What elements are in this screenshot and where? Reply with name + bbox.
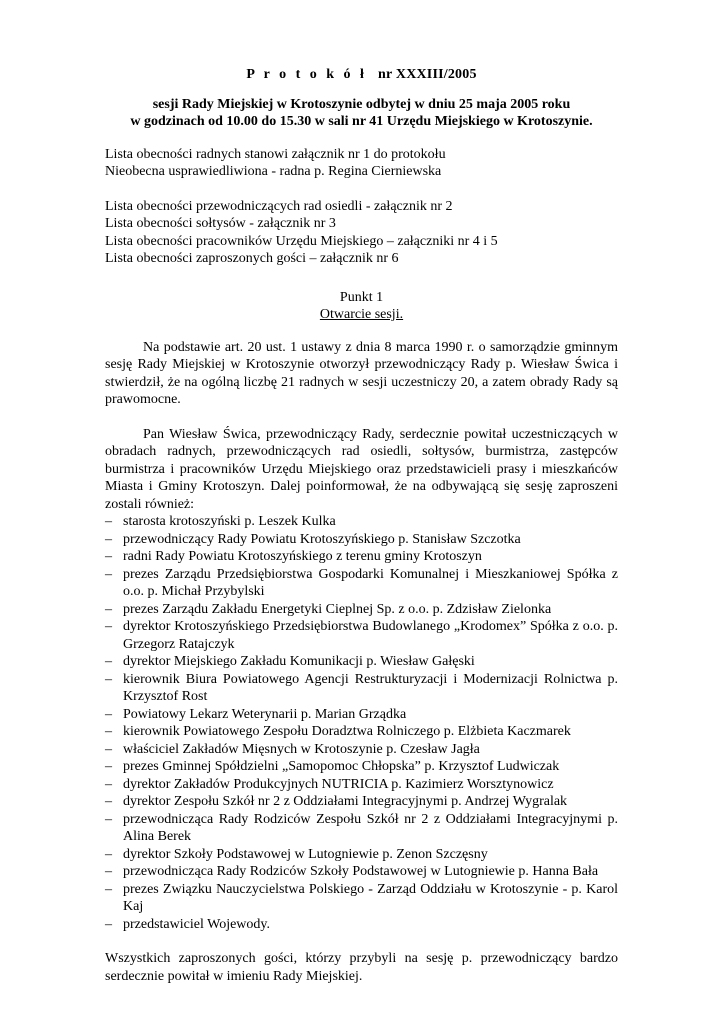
guest-text: prezes Zarządu Przedsiębiorstwa Gospodarki Komunalnej i Mieszkaniowej Spółka z o.o. p. Michał Przybylski [123, 566, 618, 599]
list-item [105, 793, 618, 811]
guest-text: Powiatowy Lekarz Weterynarii p. Marian Grządka [123, 706, 407, 722]
session-subtitle [105, 96, 618, 131]
list-item [105, 566, 618, 601]
dash-bullet: – [105, 846, 112, 862]
guest-text: kierownik Powiatowego Zespołu Doradztwa Rolniczego p. Elżbieta Kaczmarek [123, 724, 571, 739]
list-item [105, 601, 618, 619]
guest-text: prezes Zarządu Zakładu Energetyki Cieplnej Sp. z o.o. p. Zdzisław Zielonka [123, 601, 552, 617]
guest-text: prezes Związku Nauczycielstwa Polskiego - Zarząd Oddziału w Krotoszynie - p. Karol Kaj [123, 881, 618, 914]
guest-text: radni Rady Powiatu Krotoszyńskiego z terenu gminy Krotoszyn [123, 549, 482, 564]
dash-bullet: – [105, 654, 112, 669]
list-item [105, 618, 618, 653]
guest-text: dyrektor Zespołu Szkół nr 2 z Oddziałami Integracyjnymi p. Andrzej Wygralak [123, 794, 568, 809]
point-label: Punkt 1 [339, 289, 384, 305]
guest-text: prezes Gminnej Spółdzielni „Samopomoc Chłopska” p. Krzysztof Ludwiczak [123, 759, 560, 774]
dash-bullet: – [105, 619, 112, 634]
attendance-line: Lista obecności radnych stanowi załącznik nr 1 do protokołu [105, 146, 446, 162]
guest-text: przewodnicząca Rady Rodziców Szkoły Podstawowej w Lutogniewie p. Hanna Bała [123, 864, 599, 879]
list-item [105, 671, 618, 706]
attendance-line: Nieobecna usprawiedliwiona - radna p. Regina Cierniewska [105, 164, 442, 179]
dash-bullet: – [105, 566, 112, 582]
list-item [105, 863, 618, 881]
dash-bullet: – [105, 514, 112, 529]
dash-bullet: – [105, 549, 112, 564]
attendance-line: Lista obecności przewodniczących rad osiedli - załącznik nr 2 [105, 198, 453, 214]
point-heading [105, 289, 618, 324]
guest-text: kierownik Biura Powiatowego Agencji Restrukturyzacji i Modernizacji Rolnictwa p. Krzysztof Rost [123, 671, 618, 704]
protocol-title-word: P r o t o k ó ł [246, 67, 367, 82]
guest-text: dyrektor Miejskiego Zakładu Komunikacji p. Wiesław Gałęski [123, 654, 475, 669]
dash-bullet: – [105, 794, 112, 809]
protocol-title [105, 66, 618, 84]
list-item [105, 741, 618, 759]
guest-text: dyrektor Zakładów Produkcyjnych NUTRICIA p. Kazimierz Worsztynowicz [123, 776, 554, 792]
dash-bullet: – [105, 531, 112, 547]
guest-text: właściciel Zakładów Mięsnych w Krotoszynie p. Czesław Jagła [123, 741, 480, 757]
attendance-line: Lista obecności pracowników Urzędu Miejskiego – załączniki nr 4 i 5 [105, 233, 498, 249]
paragraph-opening: Na podstawie art. 20 ust. 1 ustawy z dnia 8 marca 1990 r. o samorządzie gminnym sesję Rady Miejskiej w Krotoszynie otworzył przewodniczący Rady p. Wiesław Świca i stwierdził, że na ogólną liczbę 21 radnych w sesji uczestniczy 20, a zatem obrady Rady są prawomocne. [105, 339, 618, 407]
attendance-line: Lista obecności sołtysów - załącznik nr 3 [105, 216, 336, 231]
list-item [105, 776, 618, 794]
dash-bullet: – [105, 601, 112, 617]
session-subtitle-line-2: w godzinach od 10.00 do 15.30 w sali nr 41 Urzędu Miejskiego w Krotoszynie. [130, 114, 593, 129]
list-item [105, 758, 618, 776]
dash-bullet: – [105, 724, 112, 739]
list-item [105, 846, 618, 864]
dash-bullet: – [105, 706, 112, 722]
list-item [105, 513, 618, 531]
list-item [105, 706, 618, 724]
document-page [105, 66, 618, 1002]
dash-bullet: – [105, 881, 112, 897]
attendance-block-1 [105, 146, 618, 181]
list-item [105, 723, 618, 741]
protocol-number: nr XXXIII/2005 [378, 67, 477, 82]
guest-text: przedstawiciel Wojewody. [123, 916, 270, 932]
list-item [105, 811, 618, 846]
guest-text: przewodnicząca Rady Rodziców Zespołu Szkół nr 2 z Oddziałami Integracyjnymi p. Alina Berek [123, 811, 618, 844]
paragraph-closing: Wszystkich zaproszonych gości, którzy przybyli na sesję p. przewodniczący bardzo serdecznie powitał w imieniu Rady Miejskiej. [105, 951, 618, 984]
guest-text: starosta krotoszyński p. Leszek Kulka [123, 514, 336, 529]
list-item [105, 548, 618, 566]
guest-list [105, 513, 618, 933]
guest-text: dyrektor Szkoły Podstawowej w Lutogniewie p. Zenon Szczęsny [123, 846, 488, 862]
point-title: Otwarcie sesji. [319, 307, 404, 322]
attendance-block-2 [105, 198, 618, 268]
paragraph-welcome: Pan Wiesław Świca, przewodniczący Rady, serdecznie powitał uczestniczących w obradach radnych, przewodniczących rad osiedli, sołtysów, burmistrza, zastępców burmistrza i pracowników Urzędu Miejskiego oraz przedstawicieli prasy i mieszkańców Miasta i Gminy Krotoszyn. Dalej poinformował, że na odbywającą się sesję zaproszeni zostali również: [105, 426, 618, 512]
list-item [105, 881, 618, 916]
dash-bullet: – [105, 671, 112, 687]
dash-bullet: – [105, 864, 112, 879]
session-subtitle-line-1: sesji Rady Miejskiej w Krotoszynie odbytej w dniu 25 maja 2005 roku [152, 96, 571, 112]
guest-text: dyrektor Krotoszyńskiego Przedsiębiorstwa Budowlanego „Krodomex” Spółka z o.o. p. Grzegorz Ratajczyk [123, 619, 618, 652]
attendance-line: Lista obecności zaproszonych gości – załącznik nr 6 [105, 251, 399, 266]
dash-bullet: – [105, 759, 112, 774]
dash-bullet: – [105, 776, 112, 792]
dash-bullet: – [105, 811, 112, 827]
guest-text: przewodniczący Rady Powiatu Krotoszyńskiego p. Stanisław Szczotka [123, 531, 521, 547]
dash-bullet: – [105, 916, 112, 932]
list-item [105, 531, 618, 549]
dash-bullet: – [105, 741, 112, 757]
list-item [105, 653, 618, 671]
list-item [105, 916, 618, 934]
